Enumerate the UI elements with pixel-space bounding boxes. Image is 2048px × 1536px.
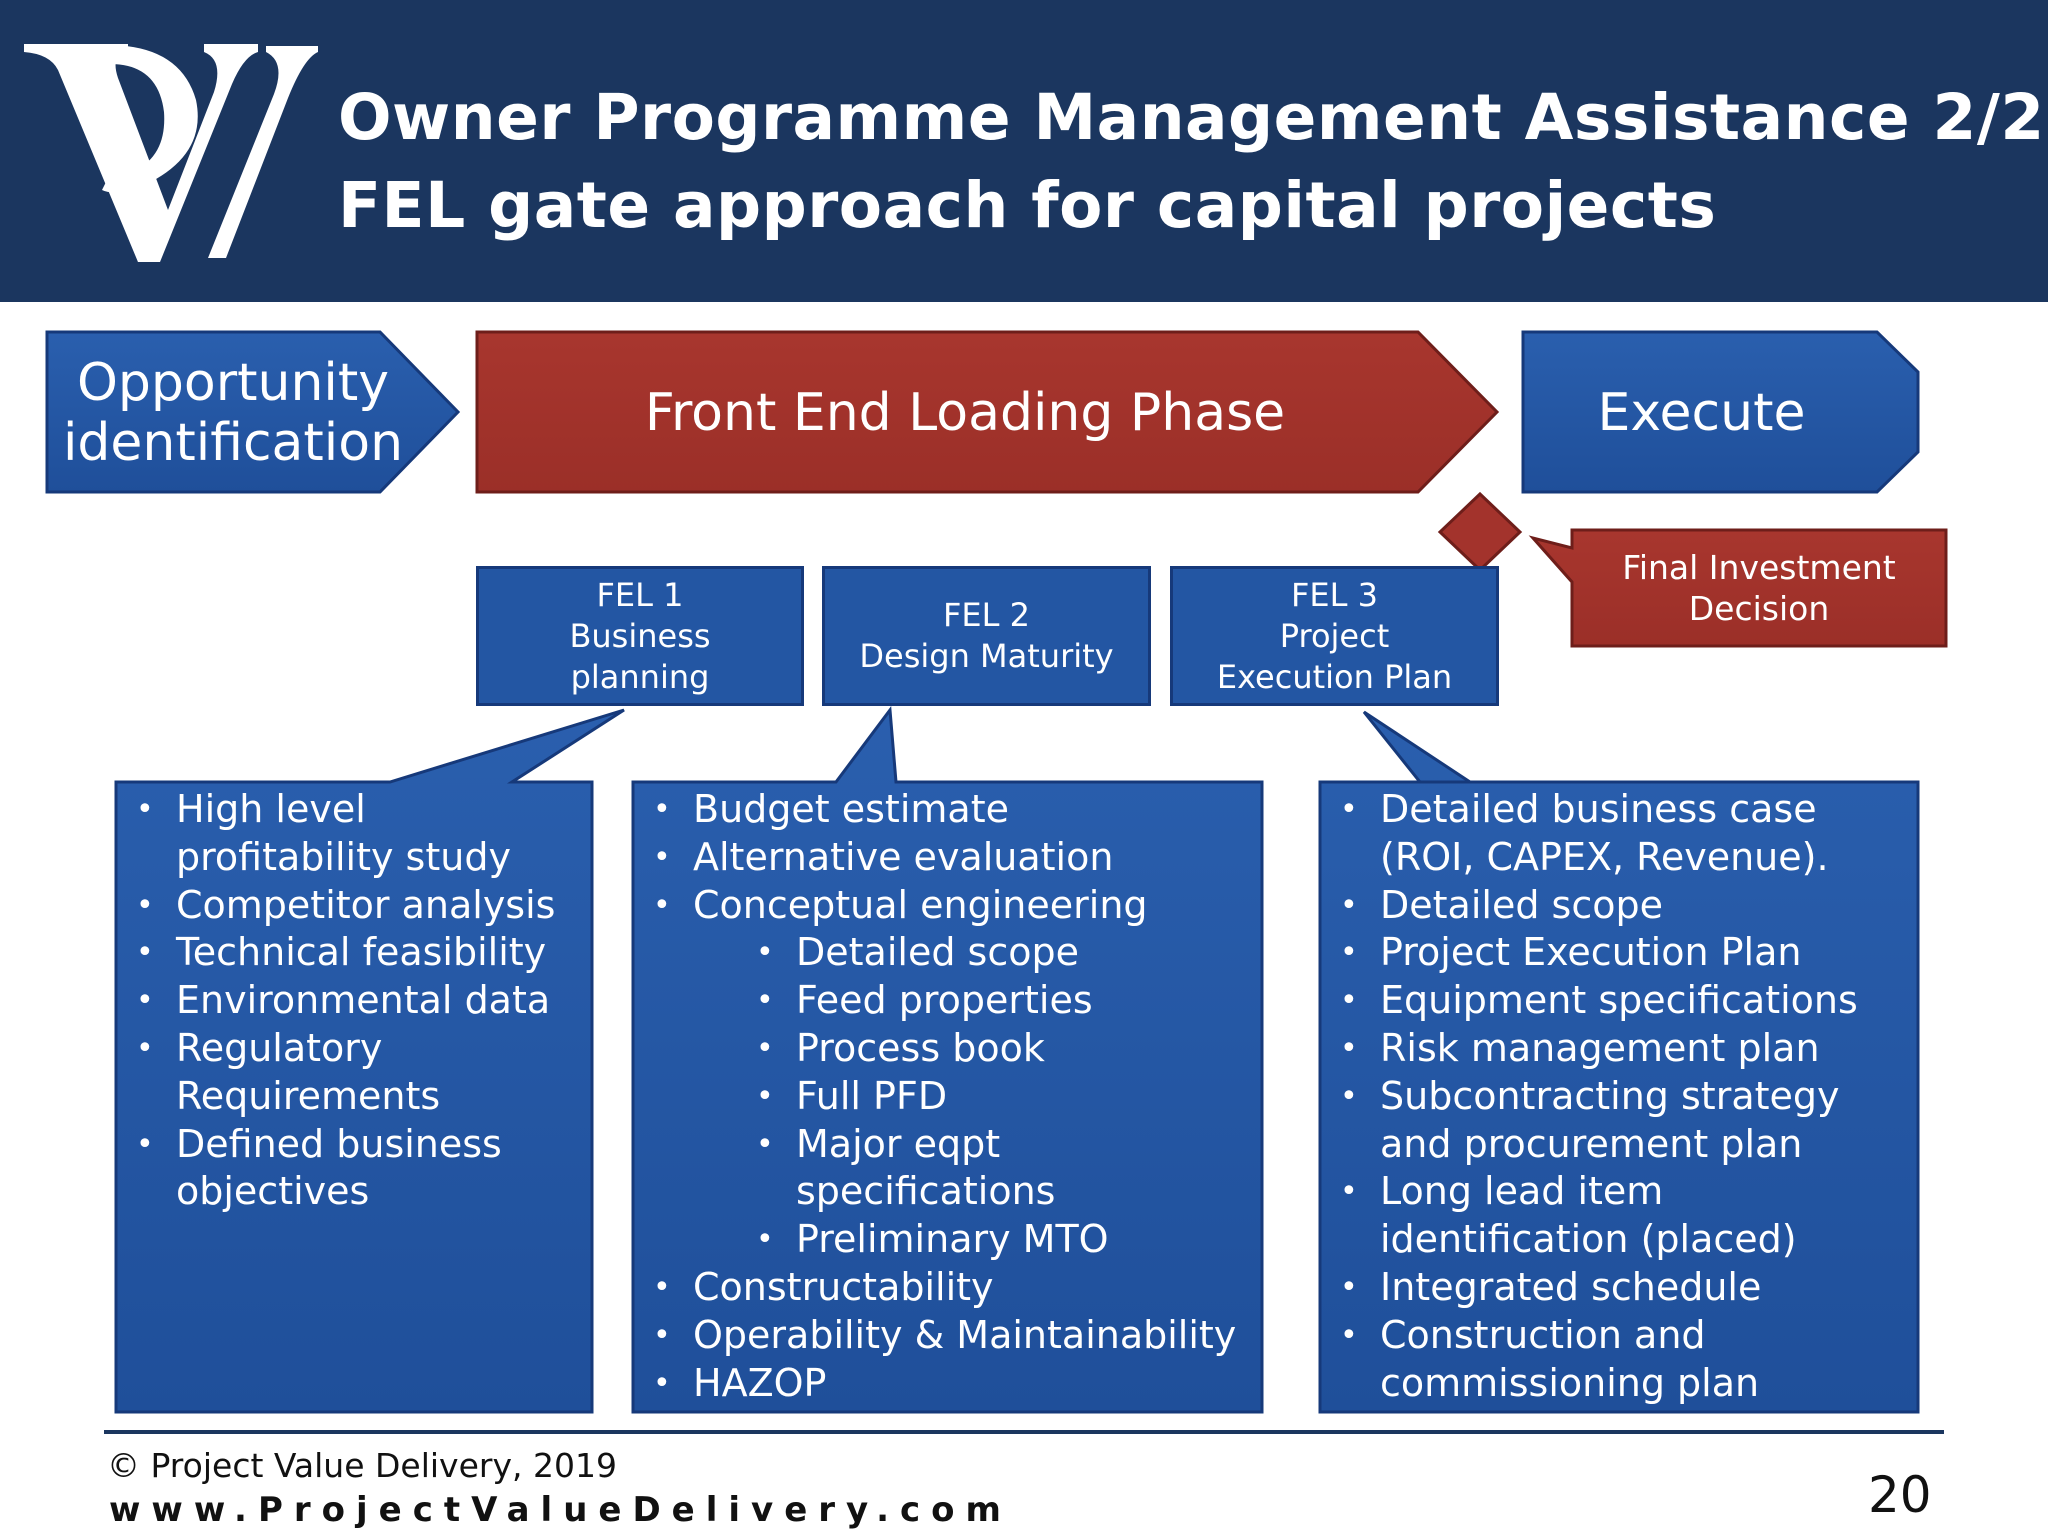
list-item-line: Risk management plan xyxy=(1380,1025,1820,1070)
list-item-text xyxy=(176,882,576,930)
gate-line: planning xyxy=(570,657,710,696)
list-item-text xyxy=(176,929,576,977)
list-item-line: Detailed business case xyxy=(1380,787,1817,831)
list-item xyxy=(1340,1025,1900,1073)
list-item-line: identification (placed) xyxy=(1380,1217,1797,1262)
list-item-text xyxy=(176,1025,576,1121)
list-item-line: Competitor analysis xyxy=(176,882,556,927)
list-item xyxy=(653,1025,1253,1073)
list-item xyxy=(136,786,576,882)
opportunity-line-2: identification xyxy=(62,413,404,473)
list-item-line: Environmental data xyxy=(176,978,551,1023)
list-item-text xyxy=(1380,929,1900,977)
list-item-text xyxy=(1380,1312,1900,1408)
gate-line: Business xyxy=(569,616,711,655)
list-item-text xyxy=(796,929,1253,977)
bullet-icon: • xyxy=(136,1030,154,1066)
gate-line: FEL 1 xyxy=(596,575,684,614)
fid-line-1: Final Investment xyxy=(1622,548,1896,587)
fid-label xyxy=(1572,530,1946,646)
list-item-text xyxy=(1380,977,1900,1025)
list-item xyxy=(1340,929,1900,977)
list-item xyxy=(1340,1264,1900,1312)
list-item-line: Alternative evaluation xyxy=(693,834,1114,879)
list-item-line: Equipment specifications xyxy=(1380,978,1858,1023)
gate-line: Design Maturity xyxy=(859,637,1114,675)
list-item-line: Subcontracting strategy xyxy=(1380,1073,1840,1118)
list-item-text xyxy=(693,1264,1253,1312)
list-item-text xyxy=(1380,1264,1900,1312)
bullet-icon: • xyxy=(1340,1317,1358,1353)
list-item-text xyxy=(1380,786,1900,882)
fid-line-2: Decision xyxy=(1688,589,1830,628)
list-item-text xyxy=(796,977,1253,1025)
fel-phase-label: Front End Loading Phase xyxy=(644,383,1286,443)
bullet-icon: • xyxy=(653,792,671,827)
list-item-text xyxy=(693,1360,1253,1408)
copyright-text: © Project Value Delivery, 2019 xyxy=(107,1446,617,1485)
list-item-line: Full PFD xyxy=(796,1073,948,1118)
list-item xyxy=(1340,1073,1900,1169)
list-item-text xyxy=(693,834,1253,882)
list-item-text xyxy=(693,1312,1253,1360)
list-item-text xyxy=(796,1073,1253,1121)
bullet-icon: • xyxy=(136,887,154,923)
list-item xyxy=(1340,882,1900,930)
list-item-text xyxy=(693,882,1253,930)
list-item-text xyxy=(1380,882,1900,930)
bullet-icon: • xyxy=(1340,792,1358,827)
list-item xyxy=(136,882,576,930)
list-item-line: profitability study xyxy=(176,834,511,879)
bullet-icon: • xyxy=(756,983,774,1019)
gate-line: Project xyxy=(1279,616,1390,655)
list-item xyxy=(1340,786,1900,882)
list-item-line: Constructability xyxy=(693,1264,994,1309)
list-item xyxy=(653,977,1253,1025)
list-item-line: Detailed scope xyxy=(796,930,1079,975)
bullet-icon: • xyxy=(1340,1030,1358,1066)
list-item-line: Feed properties xyxy=(796,978,1093,1023)
list-item-line: Process book xyxy=(796,1025,1045,1070)
fel1-gate-box xyxy=(476,566,804,706)
bullet-icon: • xyxy=(1340,1269,1358,1305)
list-item-line: Technical feasibility xyxy=(176,930,547,975)
list-item-line: Defined business xyxy=(176,1121,502,1166)
list-item xyxy=(653,1312,1253,1360)
list-item-text xyxy=(1380,1025,1900,1073)
list-item xyxy=(653,786,1253,834)
list-item xyxy=(653,929,1253,977)
bullet-icon: • xyxy=(756,1126,774,1162)
gate-line: Execution Plan xyxy=(1216,657,1453,696)
list-item xyxy=(136,929,576,977)
list-item-line: Long lead item xyxy=(1380,1169,1664,1214)
list-item-text xyxy=(693,786,1253,834)
bullet-icon: • xyxy=(136,935,154,971)
bullet-icon: • xyxy=(653,887,671,923)
list-item xyxy=(653,834,1253,882)
list-item xyxy=(653,1216,1253,1264)
list-item-line: Construction and xyxy=(1380,1312,1706,1357)
bullet-icon: • xyxy=(1340,1174,1358,1210)
bullet-icon: • xyxy=(756,1222,774,1258)
bullet-icon: • xyxy=(1340,935,1358,971)
list-item-line: and procurement plan xyxy=(1380,1121,1803,1166)
title-line-2: FEL gate approach for capital projects xyxy=(338,169,1717,242)
list-item-line: Regulatory xyxy=(176,1025,383,1070)
fel3-activity-list xyxy=(1340,786,1900,1407)
execute-label: Execute xyxy=(1597,383,1806,443)
fel2-gate-box xyxy=(822,566,1151,706)
list-item-text xyxy=(796,1025,1253,1073)
bullet-icon: • xyxy=(136,983,154,1019)
list-item xyxy=(653,1264,1253,1312)
list-item xyxy=(1340,1312,1900,1408)
fid-gate-diamond xyxy=(1440,494,1520,570)
list-item-text xyxy=(796,1121,1253,1217)
bullet-icon: • xyxy=(653,1365,671,1401)
list-item xyxy=(136,977,576,1025)
bullet-icon: • xyxy=(136,792,154,827)
list-item-text xyxy=(176,977,576,1025)
list-item-text xyxy=(796,1216,1253,1264)
bullet-icon: • xyxy=(653,839,671,875)
list-item-line: commissioning plan xyxy=(1380,1360,1760,1405)
bullet-icon: • xyxy=(653,1317,671,1353)
list-item-line: Project Execution Plan xyxy=(1380,930,1802,975)
list-item-line: Conceptual engineering xyxy=(693,882,1148,927)
gate-line: FEL 2 xyxy=(943,596,1030,634)
fel1-activity-list xyxy=(136,786,576,1216)
list-item xyxy=(653,1121,1253,1217)
page-number: 20 xyxy=(1868,1466,1932,1524)
list-item-line: objectives xyxy=(176,1169,370,1214)
fel2-activity-list xyxy=(653,786,1253,1407)
bullet-icon: • xyxy=(756,1078,774,1114)
title-line-1: Owner Programme Management Assistance 2/2 xyxy=(338,81,2045,154)
list-item-line: Preliminary MTO xyxy=(796,1217,1109,1262)
list-item-text xyxy=(1380,1168,1900,1264)
fel3-gate-box xyxy=(1170,566,1499,706)
list-item-line: High level xyxy=(176,787,366,831)
list-item-line: Operability & Maintainability xyxy=(693,1312,1237,1357)
website-link[interactable]: www.ProjectValueDelivery.com xyxy=(109,1490,1012,1530)
bullet-icon: • xyxy=(136,1126,154,1162)
list-item xyxy=(653,1073,1253,1121)
list-item xyxy=(1340,1168,1900,1264)
list-item-line: Major eqpt xyxy=(796,1121,1001,1166)
list-item-line: Budget estimate xyxy=(693,787,1009,831)
bullet-icon: • xyxy=(756,1030,774,1066)
opportunity-label xyxy=(48,334,418,492)
list-item xyxy=(136,1121,576,1217)
bullet-icon: • xyxy=(653,1269,671,1305)
opportunity-line-1: Opportunity xyxy=(76,353,390,413)
list-item-text xyxy=(1380,1073,1900,1169)
gate-line: FEL 3 xyxy=(1291,575,1378,614)
list-item-text xyxy=(176,786,576,882)
list-item xyxy=(1340,977,1900,1025)
list-item-line: Requirements xyxy=(176,1073,441,1118)
bullet-icon: • xyxy=(756,935,774,971)
footer-divider xyxy=(104,1430,1944,1434)
bullet-icon: • xyxy=(1340,983,1358,1019)
list-item xyxy=(653,882,1253,930)
list-item xyxy=(653,1360,1253,1408)
list-item-line: specifications xyxy=(796,1169,1056,1214)
list-item-line: HAZOP xyxy=(693,1360,827,1405)
list-item-text xyxy=(176,1121,576,1217)
list-item-line: Integrated schedule xyxy=(1380,1264,1762,1309)
list-item xyxy=(136,1025,576,1121)
bullet-icon: • xyxy=(1340,887,1358,923)
list-item-line: (ROI, CAPEX, Revenue). xyxy=(1380,834,1829,879)
list-item-line: Detailed scope xyxy=(1380,882,1663,927)
bullet-icon: • xyxy=(1340,1078,1358,1114)
